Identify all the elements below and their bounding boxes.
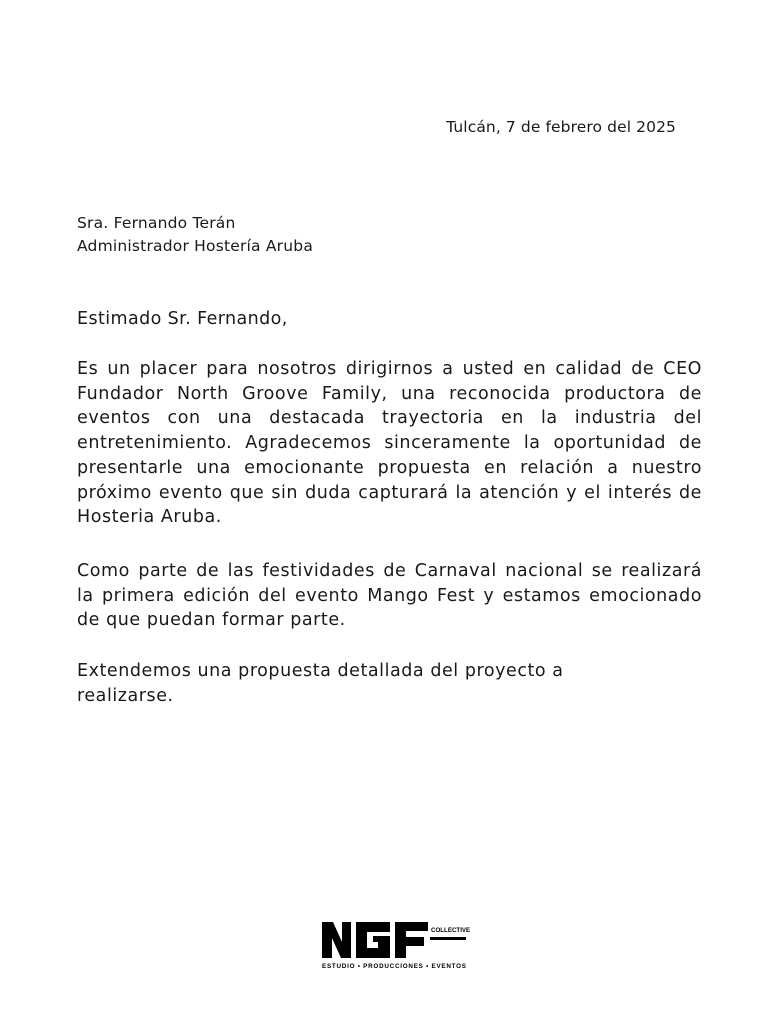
- recipient-block: [77, 212, 313, 258]
- logo-bar: [430, 937, 466, 940]
- body-paragraph: Extendemos una propuesta detallada del proyecto a realizarse.: [77, 661, 564, 706]
- body-paragraph: Como parte de las festividades de Carnaval nacional se realizará la primera edición del evento Mango Fest y estamos emocionado de que puedan formar parte.: [77, 561, 702, 631]
- logo-letter-n: [322, 922, 351, 958]
- body-paragraph: Es un placer para nosotros dirigirnos a usted en calidad de CEO Fundador North Groove Family, una reconocida productora de eventos con una destacada trayectoria en la industria del entretenimiento. Agradecemos sinceramente la oportunidad de presentarle una emocionante propuesta en relación a nuestro próximo evento que sin duda capturará la atención y el interés de Hosteria Aruba.: [77, 359, 702, 528]
- recipient-name: Sra. Fernando Terán: [77, 214, 236, 232]
- logo-tag: COLLECTIVE: [431, 927, 470, 934]
- recipient-title: Administrador Hostería Aruba: [77, 237, 314, 255]
- greeting: Estimado Sr. Fernando,: [77, 309, 288, 329]
- logo-letter-f: [395, 922, 428, 958]
- logo-subtitle: ESTUDIO • PRODUCCIONES • EVENTOS: [322, 963, 466, 970]
- logo-letter-g: [356, 922, 390, 958]
- letter-date: Tulcán, 7 de febrero del 2025: [446, 118, 676, 136]
- ngf-collective-logo: [320, 918, 470, 972]
